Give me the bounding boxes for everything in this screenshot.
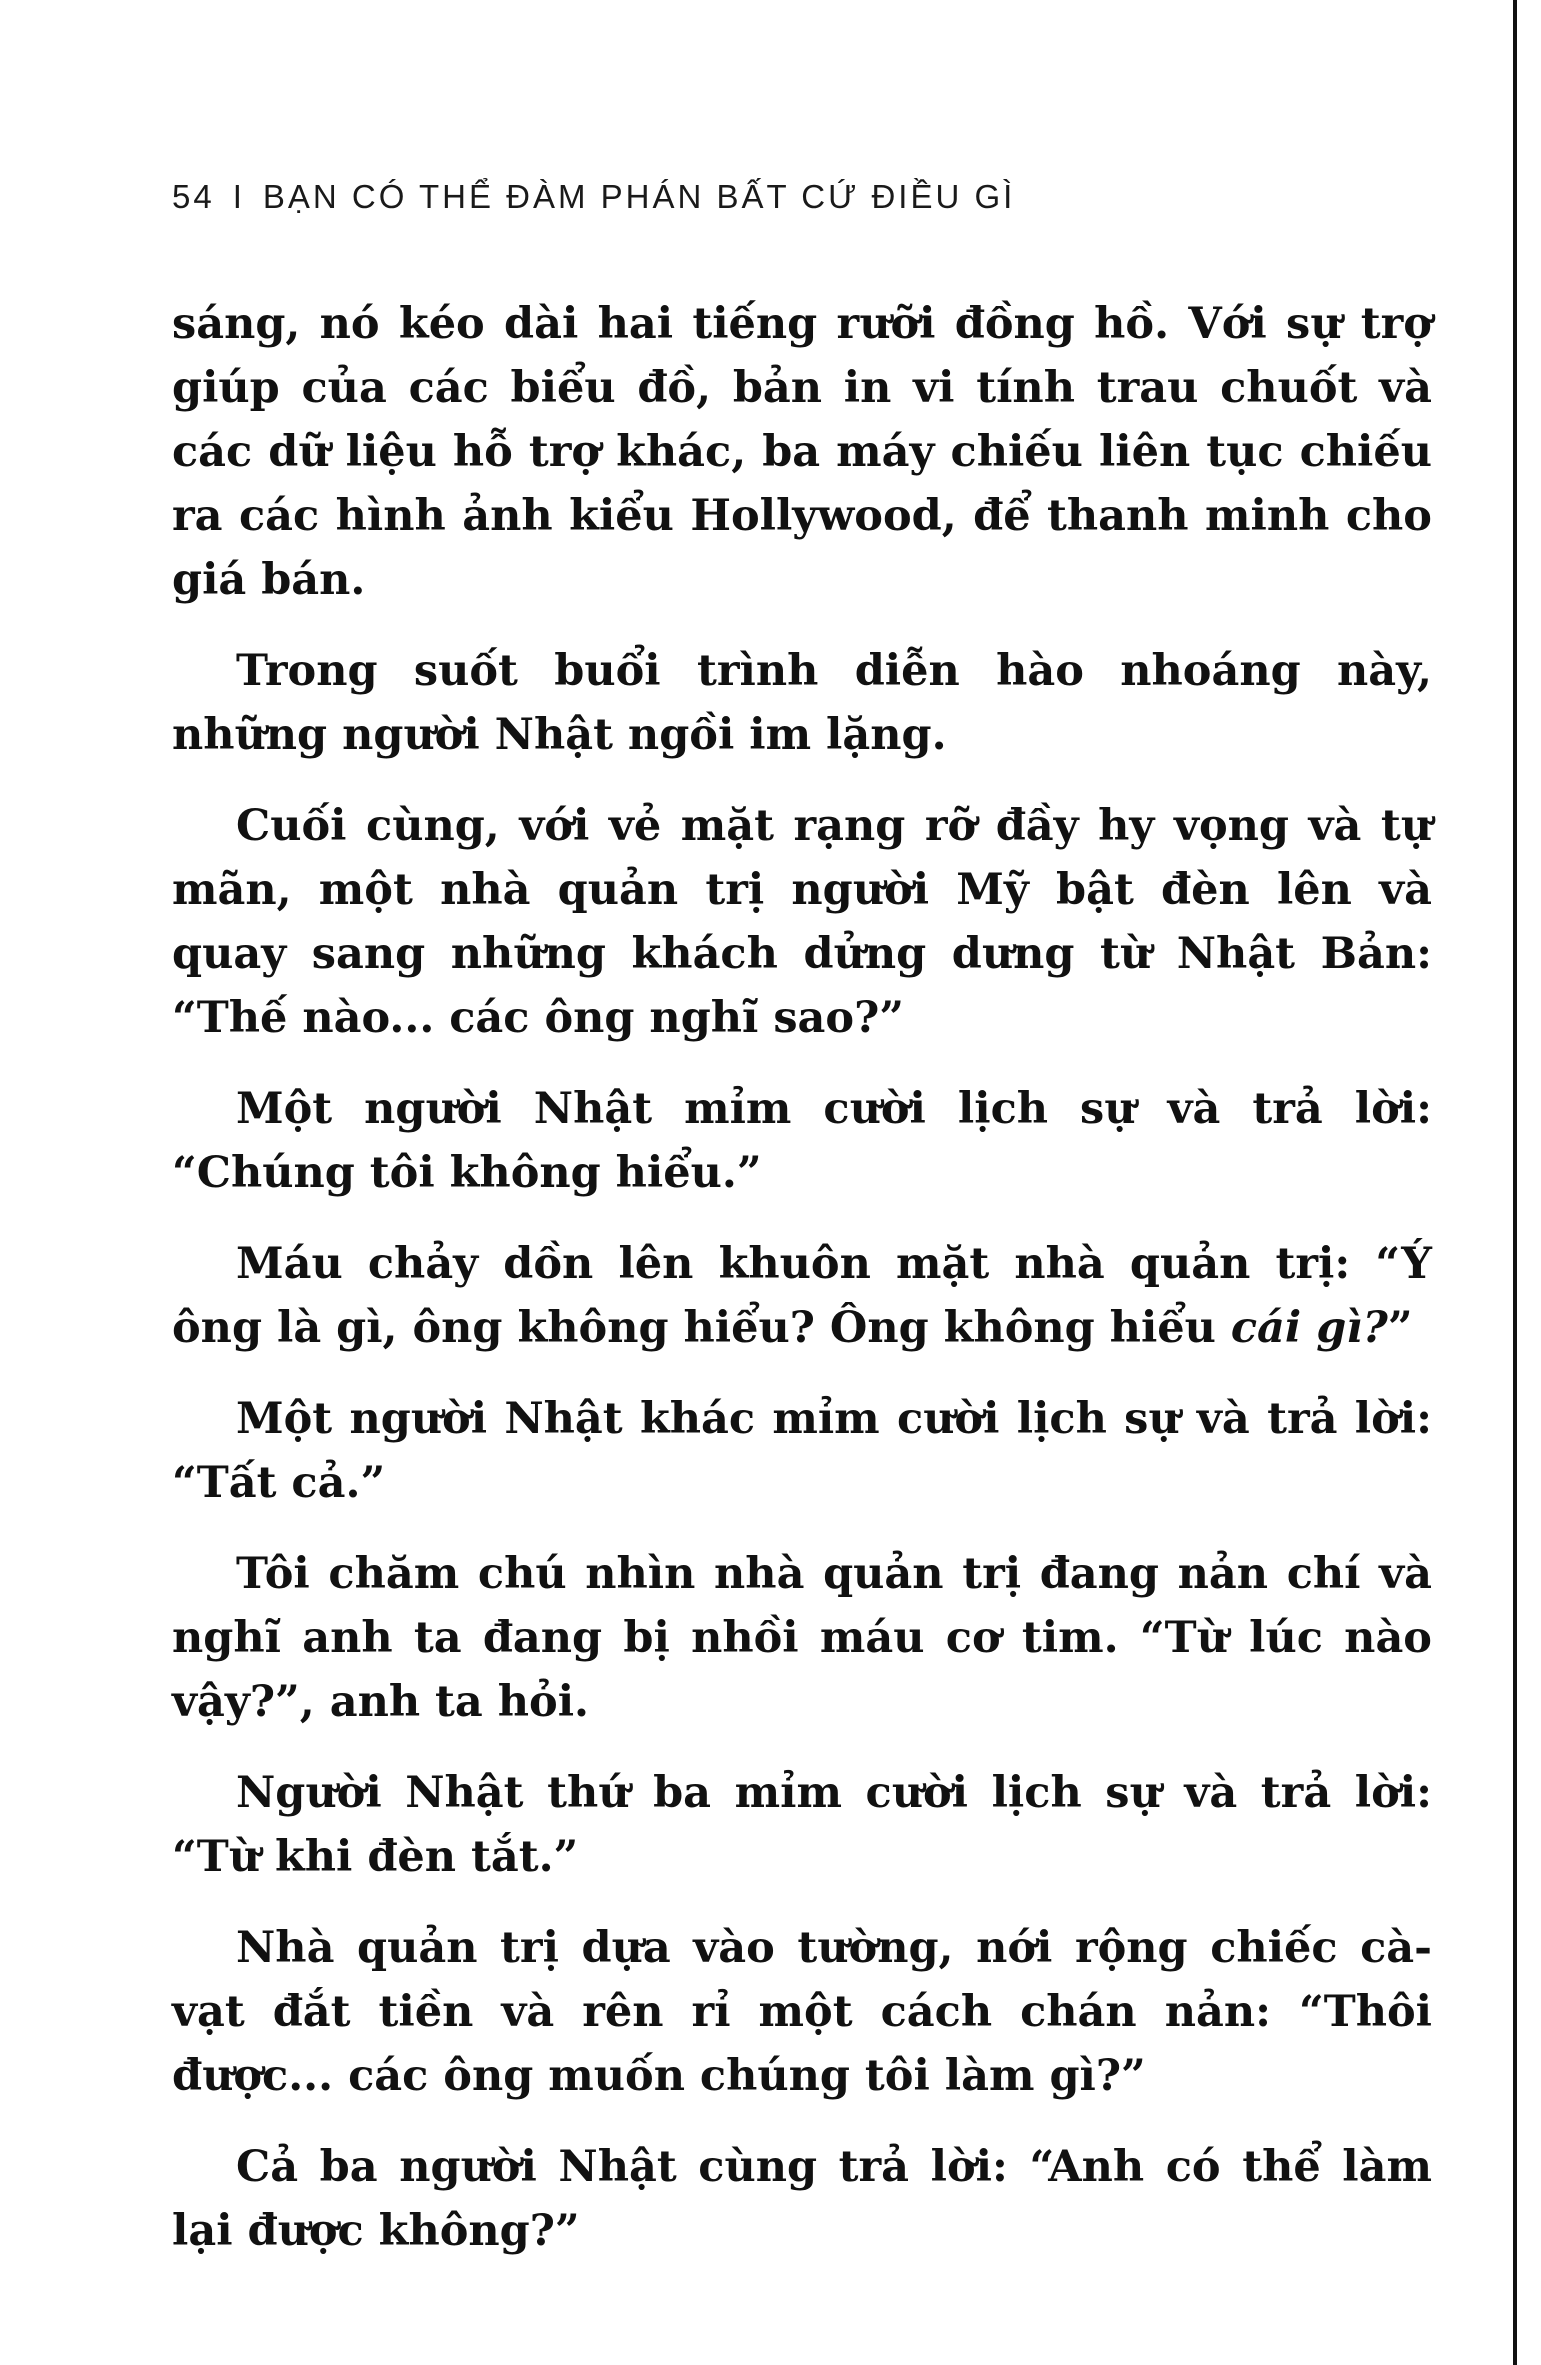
paragraph-2: Trong suốt buổi trình diễn hào nhoáng này, những người Nhật ngồi im lặng.: [172, 646, 1432, 760]
paragraph-8: Người Nhật thứ ba mỉm cười lịch sự và trả lời: “Từ khi đèn tắt.”: [172, 1768, 1432, 1882]
paragraph-5: [172, 1232, 1432, 1360]
paragraph-5-emphasis: cái gì?: [1230, 1303, 1388, 1353]
paragraph-1: sáng, nó kéo dài hai tiếng rưỡi đồng hồ. Với sự trợ giúp của các biểu đồ, bản in vi tính trau chuốt và các dữ liệu hỗ trợ khác, ba máy chiếu liên tục chiếu ra các hình ảnh kiểu Hollywood, để thanh minh cho giá bán.: [172, 299, 1432, 605]
paragraph-4: Một người Nhật mỉm cười lịch sự và trả lời: “Chúng tôi không hiểu.”: [172, 1084, 1432, 1198]
book-title: BẠN CÓ THỂ ĐÀM PHÁN BẤT CỨ ĐIỀU GÌ: [262, 178, 1016, 215]
paragraph-3: Cuối cùng, với vẻ mặt rạng rỡ đầy hy vọng và tự mãn, một nhà quản trị người Mỹ bật đèn lên và quay sang những khách dửng dưng từ Nhật Bản: “Thế nào... các ông nghĩ sao?”: [172, 801, 1432, 1043]
page-body: [172, 292, 1432, 2290]
running-header: [172, 178, 1015, 216]
paragraph-6: Một người Nhật khác mỉm cười lịch sự và trả lời: “Tất cả.”: [172, 1394, 1432, 1508]
paragraph-9: Nhà quản trị dựa vào tường, nới rộng chiếc cà-vạt đắt tiền và rên rỉ một cách chán nản: “Thôi được... các ông muốn chúng tôi làm gì?”: [172, 1923, 1432, 2101]
paragraph-7: Tôi chăm chú nhìn nhà quản trị đang nản chí và nghĩ anh ta đang bị nhồi máu cơ tim. “Từ lúc nào vậy?”, anh ta hỏi.: [172, 1549, 1432, 1727]
header-separator: I: [232, 178, 245, 215]
page-edge-border: [1513, 0, 1517, 2365]
paragraph-5-quote-close: ”: [1387, 1303, 1413, 1353]
paragraph-10: Cả ba người Nhật cùng trả lời: “Anh có thể làm lại được không?”: [172, 2142, 1432, 2256]
page-number: 54: [172, 178, 215, 215]
paragraph-5-text: Máu chảy dồn lên khuôn mặt nhà quản trị: “Ý ông là gì, ông không hiểu? Ông không hiểu: [172, 1239, 1432, 1353]
